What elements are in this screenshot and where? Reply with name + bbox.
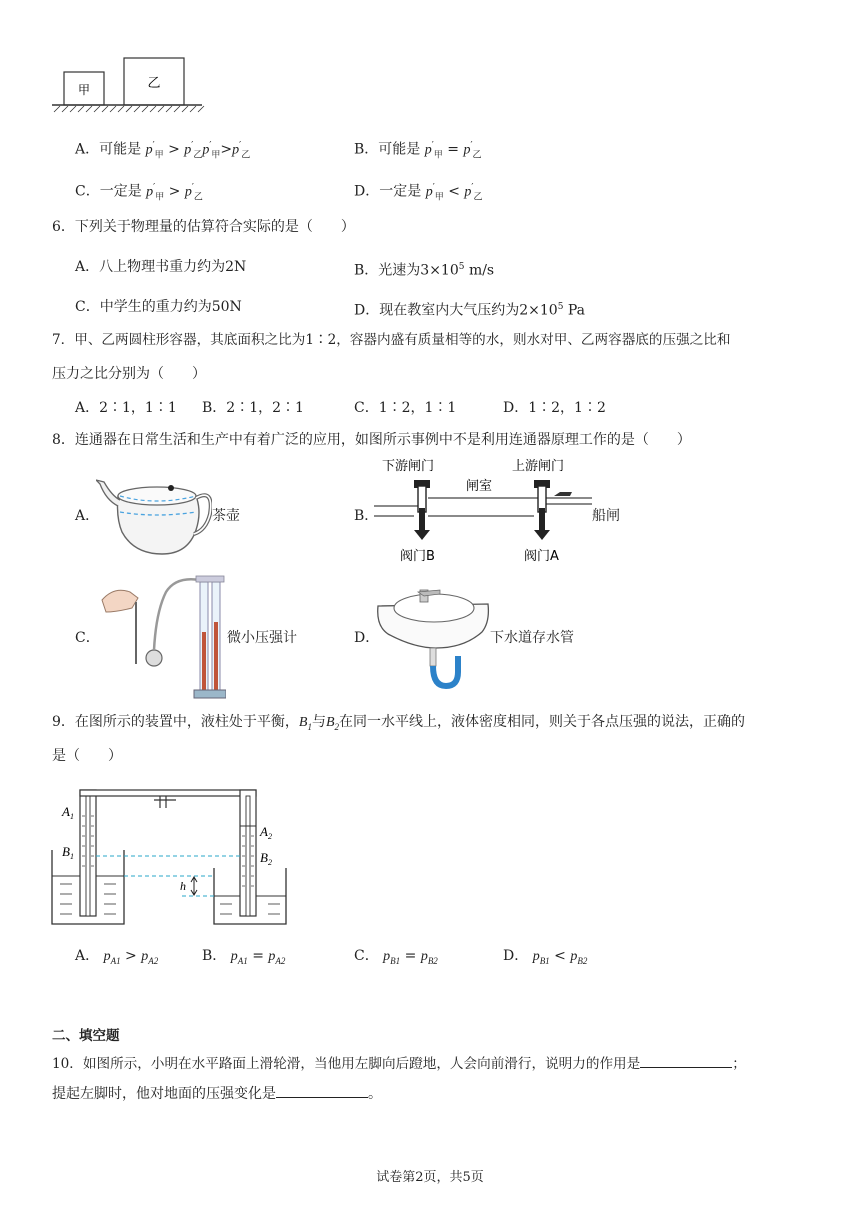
pressure-gauge-label: 微小压强计 [227,630,297,646]
up-gate-label: 上游闸门 [512,459,565,474]
q5-option-d[interactable]: D．一定是 $p'_甲 < p'_乙$ [354,183,483,203]
pressure-gauge-image [96,572,226,702]
q6-option-c[interactable]: C．中学生的重力约为50N [75,299,242,315]
ship-lock-image [374,458,592,568]
teapot-image [96,466,212,560]
q5-option-b[interactable]: B．可能是 $p'_甲 = p'_乙$ [354,141,482,161]
q8-option-b[interactable]: B． [354,508,379,524]
q8-option-a[interactable]: A． [75,508,100,524]
q6-option-d[interactable]: D．现在教室内大气压约为$2\times 10^5$ Pa [354,302,586,319]
q10-line1: 10．如图所示，小明在水平路面上滑轮滑，当他用左脚向后蹬地，人会向前滑行，说明力的作用是 ； [52,1053,746,1075]
q7-option-a[interactable]: A．2∶1，1∶1 [75,400,177,416]
q7-option-c[interactable]: C．1∶2，1∶1 [354,400,457,416]
q5-option-a[interactable]: A．可能是 $p'_甲 > p'_乙p'_甲>p'_乙$ [75,141,251,161]
page-footer: 试卷第2页，共5页 [376,1170,484,1185]
sink-trap-image [374,582,492,690]
block-yi-label: 乙 [147,76,161,91]
q8-stem: 8．连通器在日常生活和生产中有着广泛的应用，如图所示事例中不是利用连通器原理工作的是（ ） [52,432,691,448]
teapot-label: 茶壶 [212,508,240,524]
down-gate-label: 下游闸门 [382,459,435,474]
q5-figure [50,54,210,116]
q9-option-d[interactable]: D． $p_{B1} < p_{B2}$ [503,948,588,966]
valve-a-label: 阀门A [524,549,559,564]
q6-stem: 6．下列关于物理量的估算符合实际的是（ ） [52,219,355,235]
section-title-fill-in: 二、填空题 [52,1028,120,1044]
q10-line2: 提起左脚时，他对地面的压强变化是 。 [52,1083,382,1105]
q6-option-a[interactable]: A．八上物理书重力约为2N [75,259,247,275]
q10-blank-1[interactable] [640,1053,732,1068]
ship-lock-label: 船闸 [592,508,620,524]
point-a1-label: $A_1$ [62,804,74,821]
q9-stem-line2: 是（ ） [52,748,122,764]
q9-apparatus-figure [50,780,300,930]
lock-chamber-label: 闸室 [466,479,493,494]
sink-trap-label: 下水道存水管 [490,630,574,646]
q7-option-b[interactable]: B．2∶1，2∶1 [202,400,304,416]
q7-stem-line1: 7．甲、乙两圆柱形容器，其底面积之比为1∶2，容器内盛有质量相等的水，则水对甲、乙两容器底的压强之比和 [52,332,731,348]
q7-option-d[interactable]: D．1∶2，1∶2 [503,400,606,416]
q6-option-b[interactable]: B．光速为$3\times 10^5$ m/s [354,262,495,279]
block-jia-label: 甲 [77,83,91,97]
q8-option-c[interactable]: C． [75,630,100,646]
q9-option-a[interactable]: A． $p_{A1} > p_{A2}$ [75,948,159,966]
q9-stem-line1: 9．在图所示的装置中，液柱处于平衡，$B_1$与$B_2$在同一水平线上，液体密度相同，则关于各点压强的说法，正确的 [52,714,746,732]
h-label: h [180,879,186,893]
point-a2-label: $A_2$ [260,824,272,841]
q9-option-b[interactable]: B． $p_{A1} = p_{A2}$ [202,948,286,966]
q7-stem-line2: 压力之比分别为（ ） [52,366,206,382]
q8-option-d[interactable]: D． [354,630,380,646]
valve-b-label: 阀门B [400,549,435,564]
q9-option-c[interactable]: C． $p_{B1} = p_{B2}$ [354,948,438,966]
point-b1-label: $B_1$ [62,844,74,861]
q5-option-c[interactable]: C．一定是 $p'_甲 > p'_乙$ [75,183,203,203]
point-b2-label: $B_2$ [260,850,272,867]
q10-blank-2[interactable] [276,1083,368,1098]
